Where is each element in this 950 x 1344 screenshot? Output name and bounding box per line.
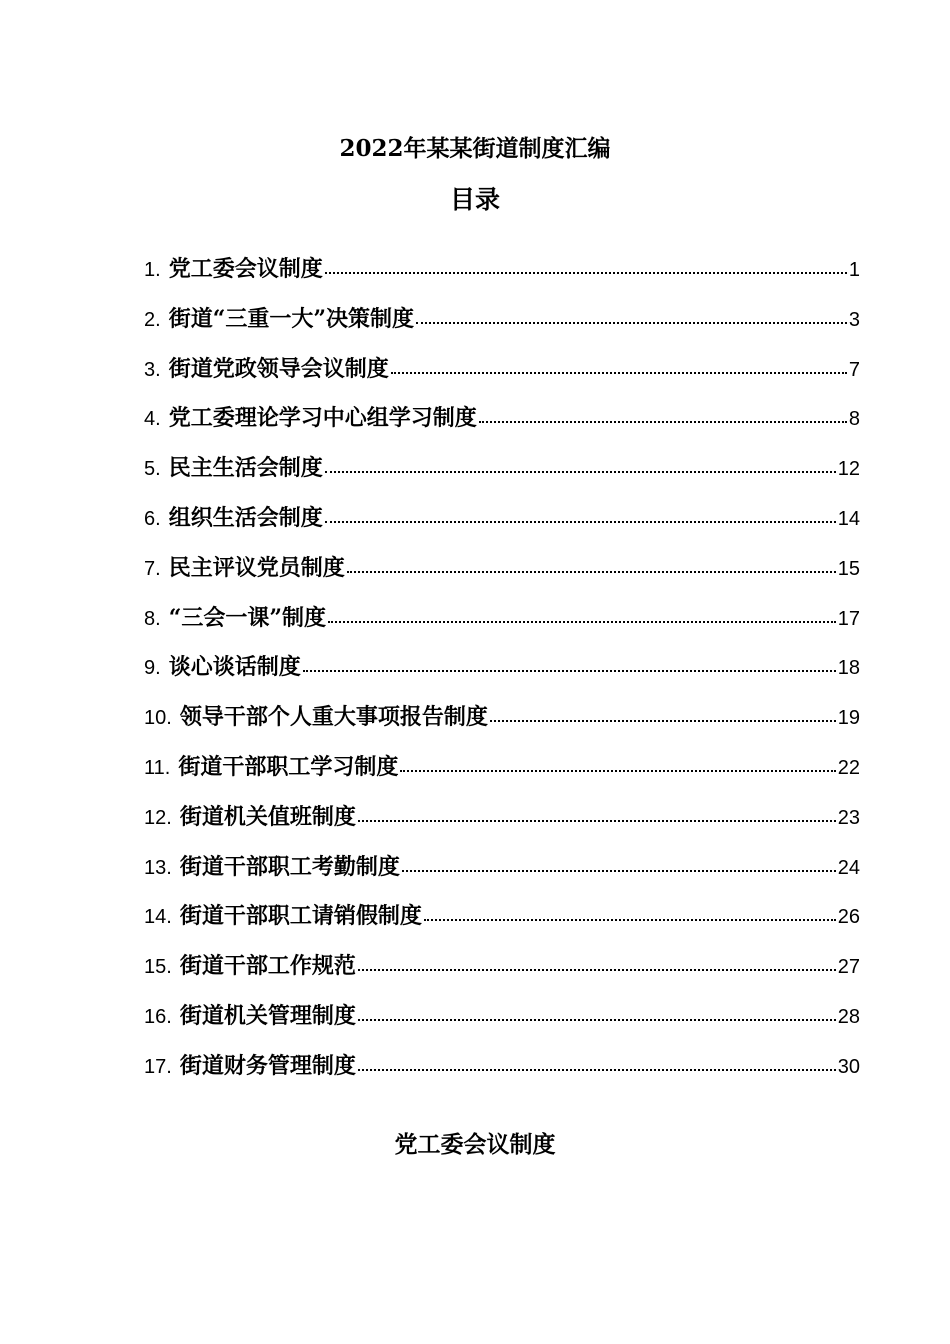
toc-entry-number: 13. [144,856,172,879]
toc-entry-number: 12. [144,806,172,829]
toc-entry-number: 3. [144,358,161,381]
toc-dot-leader [402,860,836,874]
toc-entry-page-number: 28 [837,1005,860,1028]
section-title: 党工委会议制度 [394,1131,556,1158]
toc-entry-page-number: 1 [848,259,860,281]
toc-entry-page-number: 26 [837,906,860,929]
toc-entry[interactable] [144,451,860,501]
toc-entry-title: 街道干部职工考勤制度 [179,853,400,880]
toc-entry[interactable] [144,750,860,800]
toc-entry-number: 16. [144,1005,172,1028]
toc-entry[interactable] [144,999,860,1049]
toc-entry-page-number: 8 [848,408,860,431]
toc-entry-page-number: 14 [837,507,860,530]
toc-entry[interactable] [144,800,860,850]
toc-entry-number: 8. [144,607,161,630]
toc-entry[interactable] [144,302,860,352]
toc-entry-title: 街道党政领导会议制度 [168,355,389,382]
toc-entry[interactable] [144,949,860,999]
toc-entry-number: 1. [144,259,161,281]
toc-dot-leader [479,411,847,425]
toc-entry-title: 组织生活会制度 [168,504,323,531]
toc-dot-leader [400,760,835,774]
toc-entry[interactable] [144,501,860,551]
toc-entry-title: 街道“三重一大”决策制度 [168,305,414,332]
toc-entry-page-number: 23 [837,806,860,829]
toc-dot-leader [358,959,836,973]
toc-entry-page-number: 19 [837,707,860,730]
toc-dot-leader [303,660,836,674]
toc-entry-page-number: 15 [837,557,860,580]
toc-entry[interactable] [144,352,860,402]
toc-entry-number: 11. [144,756,171,779]
toc-entry-number: 9. [144,657,161,680]
document-title: 2022年某某街道制度汇编 [339,135,611,162]
toc-entry[interactable] [144,650,860,700]
toc-entry[interactable] [144,1049,860,1099]
toc-entry-title: 街道干部职工请销假制度 [179,903,422,930]
toc-entry-number: 2. [144,308,161,331]
toc-entry-title: 谈心谈话制度 [168,654,301,681]
toc-entry-title: 街道机关管理制度 [179,1002,356,1029]
toc-dot-leader [328,611,836,625]
toc-dot-leader [347,561,836,575]
toc-dot-leader [490,710,836,724]
toc-entry[interactable] [144,252,860,302]
toc-entry[interactable] [144,899,860,949]
toc-entry-title: 街道机关值班制度 [179,803,356,830]
toc-heading: 目录 [449,185,500,214]
toc-dot-leader [416,312,847,326]
toc-entry-page-number: 24 [837,856,860,879]
toc-entry-title: 党工委理论学习中心组学习制度 [168,405,477,432]
toc-entry-title: 街道财务管理制度 [179,1052,356,1079]
toc-entry-page-number: 12 [837,458,860,481]
toc-dot-leader [358,810,836,824]
toc-entry-number: 4. [144,408,161,431]
toc-entry-page-number: 17 [837,607,860,630]
table-of-contents [144,252,860,1099]
toc-entry-number: 17. [144,1055,172,1078]
toc-entry-number: 14. [144,906,172,929]
toc-entry-title: 街道干部工作规范 [179,953,356,980]
toc-entry-number: 5. [144,458,161,481]
toc-entry-number: 15. [144,956,172,979]
toc-entry-title: 街道干部职工学习制度 [178,753,399,780]
toc-entry-page-number: 27 [837,956,860,979]
toc-dot-leader [358,1059,836,1073]
toc-entry[interactable] [144,601,860,651]
toc-entry-page-number: 7 [848,358,860,381]
toc-dot-leader [391,362,847,376]
toc-entry-page-number: 18 [837,657,860,680]
toc-entry-page-number: 22 [837,756,860,779]
toc-entry-number: 7. [144,557,161,580]
toc-entry-title: 领导干部个人重大事项报告制度 [179,704,488,731]
toc-dot-leader [325,511,836,525]
toc-dot-leader [325,461,836,475]
toc-dot-leader [325,262,847,276]
toc-entry-title: 党工委会议制度 [168,256,323,282]
toc-entry-title: 民主生活会制度 [168,455,323,482]
toc-dot-leader [424,909,836,923]
toc-dot-leader [358,1009,836,1023]
toc-entry-title: “三会一课”制度 [168,604,326,631]
toc-entry[interactable] [144,700,860,750]
toc-entry-title: 民主评议党员制度 [168,554,345,581]
toc-entry-number: 6. [144,507,161,530]
toc-entry-page-number: 3 [848,308,860,331]
toc-entry-number: 10. [144,707,172,730]
toc-entry-page-number: 30 [837,1055,860,1078]
toc-entry[interactable] [144,551,860,601]
toc-entry[interactable] [144,850,860,900]
toc-entry[interactable] [144,401,860,451]
